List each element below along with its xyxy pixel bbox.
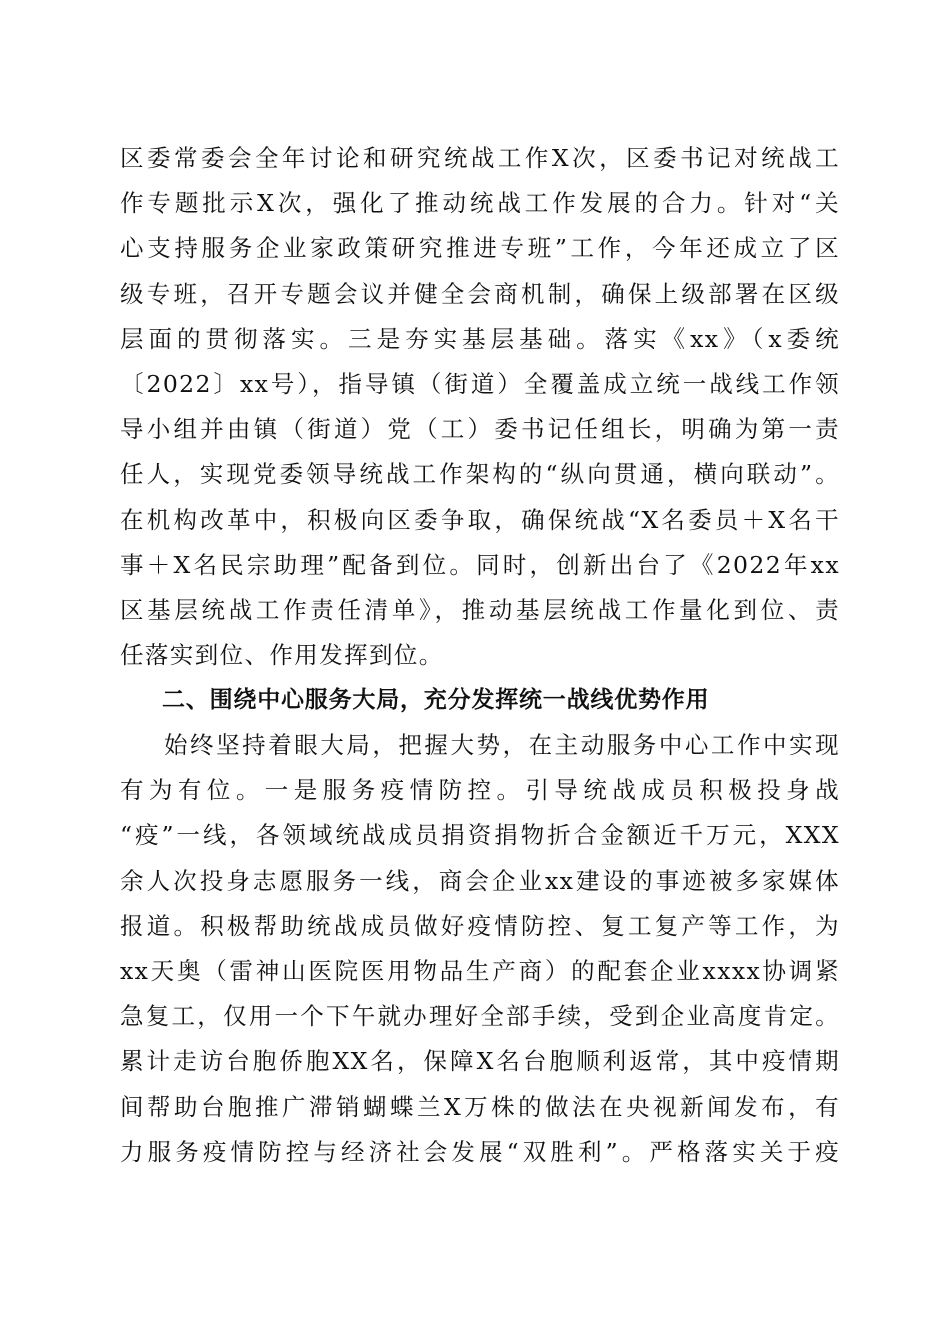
text-line: 在机构改革中，积极向区委争取，确保统战“X名委员＋X名干 bbox=[120, 505, 840, 534]
text-line: 报道。积极帮助统战成员做好疫情防控、复工复产等工作，为 bbox=[120, 911, 840, 940]
text-line: 间帮助台胞推广滞销蝴蝶兰X万株的做法在央视新闻发布，有 bbox=[120, 1092, 840, 1121]
section-heading: 二、围绕中心服务大局，充分发挥统一战线优势作用 bbox=[162, 687, 710, 713]
text-line: 累计走访台胞侨胞XX名，保障X名台胞顺利返常，其中疫情期 bbox=[120, 1047, 840, 1076]
text-line: 急复工，仅用一个下午就办理好全部手续，受到企业高度肯定。 bbox=[120, 1002, 840, 1031]
text-line: 事＋X名民宗助理”配备到位。同时，创新出台了《2022年xx bbox=[120, 550, 840, 579]
text-line: 区委常委会全年讨论和研究统战工作X次，区委书记对统战工 bbox=[120, 144, 840, 172]
paragraph-1 bbox=[120, 136, 840, 678]
text-line: 心支持服务企业家政策研究推进专班”工作，今年还成立了区 bbox=[120, 234, 840, 263]
text-line: 有为有位。一是服务疫情防控。引导统战成员积极投身战 bbox=[120, 776, 840, 805]
text-line: 始终坚持着眼大局，把握大势，在主动服务中心工作中实现 bbox=[164, 731, 840, 759]
section-heading-2 bbox=[120, 678, 840, 723]
text-line: 层面的贯彻落实。三是夯实基层基础。落实《xx》（x委统 bbox=[120, 324, 840, 353]
text-line: 任落实到位、作用发挥到位。 bbox=[120, 641, 444, 670]
text-line: “疫”一线，各领域统战成员捐资捐物折合金额近千万元，XXX bbox=[120, 821, 840, 850]
text-line: 〔2022〕xx号），指导镇（街道）全覆盖成立统一战线工作领 bbox=[120, 369, 840, 398]
text-line: 作专题批示X次，强化了推动统战工作发展的合力。针对“关 bbox=[120, 189, 840, 218]
paragraph-2 bbox=[120, 723, 840, 1175]
text-line: xx天奥（雷神山医院医用物品生产商）的配套企业xxxx协调紧 bbox=[120, 956, 840, 985]
text-line: 余人次投身志愿服务一线，商会企业xx建设的事迹被多家媒体 bbox=[120, 866, 840, 895]
text-line: 力服务疫情防控与经济社会发展“双胜利”。严格落实关于疫 bbox=[120, 1137, 840, 1166]
text-line: 级专班，召开专题会议并健全会商机制，确保上级部署在区级 bbox=[120, 279, 840, 308]
text-line: 区基层统战工作责任清单》，推动基层统战工作量化到位、责 bbox=[120, 595, 840, 624]
text-line: 导小组并由镇（街道）党（工）委书记任组长，明确为第一责 bbox=[120, 415, 840, 444]
text-line: 任人，实现党委领导统战工作架构的“纵向贯通，横向联动”。 bbox=[120, 460, 840, 489]
